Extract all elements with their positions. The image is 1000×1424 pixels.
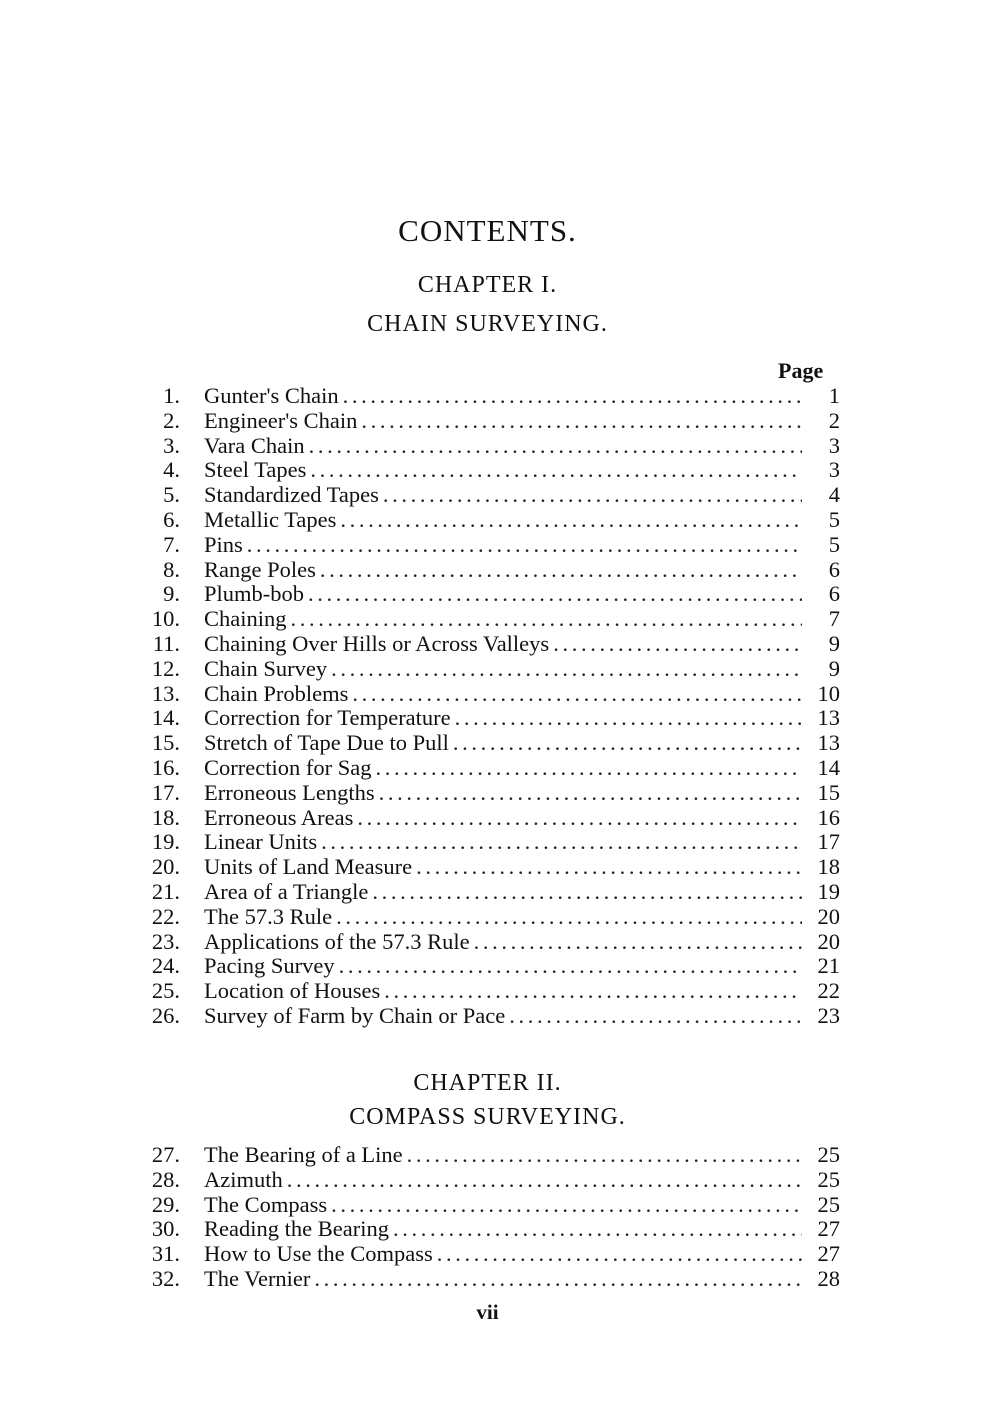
dot-leader <box>314 1267 802 1292</box>
toc-entry-page: 21 <box>817 953 840 979</box>
toc-entry-title: Engineer's Chain <box>204 407 358 433</box>
toc-entry-page: 25 <box>817 1166 840 1192</box>
toc-entry <box>140 855 840 880</box>
dot-leader <box>416 855 802 880</box>
toc-entry-page: 9 <box>828 630 840 656</box>
toc-entry <box>140 1168 840 1193</box>
toc-entry-number: 13. <box>151 680 180 706</box>
dot-leader <box>361 409 802 434</box>
dot-leader <box>437 1242 802 1267</box>
toc-entry-page: 25 <box>817 1142 840 1167</box>
toc-entry-title: Gunter's Chain <box>204 383 339 408</box>
toc-entry-page: 6 <box>828 556 840 582</box>
toc-entry <box>140 558 840 583</box>
toc-entry <box>140 458 840 483</box>
dot-leader <box>393 1217 802 1242</box>
toc-entry-title: Chaining Over Hills or Across Valleys <box>204 630 550 656</box>
toc-entry-title: Azimuth <box>204 1166 283 1192</box>
toc-entry-title: Pacing Survey <box>204 953 335 979</box>
toc-entry-number: 28. <box>151 1166 180 1192</box>
toc-entry <box>140 830 840 855</box>
page-title: CONTENTS. <box>398 213 577 248</box>
toc-entry-number: 12. <box>151 655 180 681</box>
toc-entry <box>140 409 840 434</box>
toc-entry-number: 32. <box>151 1265 180 1291</box>
dot-leader <box>407 1143 802 1168</box>
toc-entry-number: 24. <box>151 953 180 979</box>
toc-entry <box>140 905 840 930</box>
page-column-label: Page <box>778 358 824 383</box>
toc-entry <box>140 384 840 409</box>
toc-entry-number: 5. <box>163 482 180 508</box>
toc-entry-page: 13 <box>817 730 840 756</box>
toc-entry <box>140 607 840 632</box>
toc-entry-number: 23. <box>151 928 180 954</box>
toc-entry <box>140 731 840 756</box>
dot-leader <box>336 905 802 930</box>
toc-entry-page: 27 <box>817 1216 840 1242</box>
chapter-2-name: COMPASS SURVEYING. <box>349 1104 626 1130</box>
toc-entry-number: 18. <box>151 804 180 830</box>
toc-entry-page: 5 <box>828 506 840 532</box>
toc-entry <box>140 1193 840 1218</box>
toc-entry-title: Correction for Temperature <box>204 705 451 731</box>
dot-leader <box>309 434 802 459</box>
toc-entry-title: Erroneous Areas <box>204 804 354 830</box>
toc-entry <box>140 508 840 533</box>
toc-entry-number: 25. <box>151 978 180 1004</box>
toc-entry-page: 3 <box>828 457 840 483</box>
toc-entry-title: Survey of Farm by Chain or Pace <box>204 1002 506 1028</box>
toc-entry <box>140 756 840 781</box>
toc-entry <box>140 1217 840 1242</box>
toc-entry-number: 17. <box>151 779 180 805</box>
toc-entry-page: 27 <box>817 1241 840 1267</box>
toc-entry-page: 17 <box>817 829 840 855</box>
dot-leader <box>331 1193 802 1218</box>
toc-entry-number: 31. <box>151 1241 180 1267</box>
chapter-1-name: CHAIN SURVEYING. <box>367 311 608 337</box>
toc-entry-number: 2. <box>163 407 180 433</box>
dot-leader <box>453 731 802 756</box>
toc-entry-page: 16 <box>817 804 840 830</box>
toc-entry-title: Metallic Tapes <box>204 506 337 532</box>
dot-leader <box>474 930 802 955</box>
chapter-1-heading: CHAPTER I. <box>417 272 558 298</box>
toc-entry <box>140 682 840 707</box>
dot-leader <box>320 558 802 583</box>
page-number: vii <box>476 1300 499 1324</box>
toc-entry-title: The 57.3 Rule <box>204 903 333 929</box>
toc-entry-number: 20. <box>151 854 180 880</box>
toc-entry-number: 14. <box>151 705 180 731</box>
toc-entry-number: 21. <box>151 878 180 904</box>
toc-entry-page: 9 <box>828 655 840 681</box>
toc-entry-number: 1. <box>163 383 180 408</box>
toc-entry-page: 22 <box>817 978 840 1004</box>
toc-entry-number: 4. <box>163 457 180 483</box>
toc-entry <box>140 880 840 905</box>
toc-entry-page: 25 <box>817 1191 840 1217</box>
toc-entry-number: 9. <box>163 581 180 607</box>
toc-entry-title: Vara Chain <box>204 432 305 458</box>
toc-entry-page: 10 <box>817 680 840 706</box>
toc-entry-title: The Compass <box>204 1191 328 1217</box>
toc-entry-title: Area of a Triangle <box>204 878 369 904</box>
toc-entry-number: 26. <box>151 1002 180 1028</box>
toc-entry-number: 30. <box>151 1216 180 1242</box>
toc-entry-title: Chaining <box>204 606 287 632</box>
toc-entry-title: Linear Units <box>204 829 318 855</box>
toc-entry-title: Standardized Tapes <box>204 482 379 508</box>
toc-entry-number: 10. <box>151 606 180 632</box>
toc-entry-number: 22. <box>151 903 180 929</box>
toc-entry-title: Pins <box>204 531 243 557</box>
toc-entry-page: 14 <box>817 754 840 780</box>
toc-entry-title: Erroneous Lengths <box>204 779 375 805</box>
toc-entry-page: 28 <box>817 1265 840 1291</box>
toc-entry <box>140 483 840 508</box>
toc-entry-number: 27. <box>151 1142 180 1167</box>
toc-entry <box>140 930 840 955</box>
toc-entry-number: 15. <box>151 730 180 756</box>
toc-entry <box>140 1242 840 1267</box>
toc-entry-number: 16. <box>151 754 180 780</box>
dot-leader <box>247 533 802 558</box>
toc-entry-page: 18 <box>817 854 840 880</box>
toc-entry-page: 7 <box>828 606 840 632</box>
toc-entry-title: Reading the Bearing <box>204 1216 389 1242</box>
toc-entry <box>140 632 840 657</box>
toc-entry-number: 19. <box>151 829 180 855</box>
toc-entry-title: Applications of the 57.3 Rule <box>204 928 470 954</box>
toc-entry <box>140 781 840 806</box>
toc-entry <box>140 979 840 1004</box>
toc-entry-page: 4 <box>828 482 840 508</box>
dot-leader <box>339 954 802 979</box>
toc-entry-page: 20 <box>817 903 840 929</box>
toc-entry-number: 11. <box>152 630 180 656</box>
toc-entry-title: How to Use the Compass <box>204 1241 433 1267</box>
toc-entry-title: Steel Tapes <box>204 457 307 483</box>
toc-entry-title: Stretch of Tape Due to Pull <box>204 730 449 756</box>
toc-entry-page: 3 <box>828 432 840 458</box>
dot-leader <box>340 508 802 533</box>
dot-leader <box>352 682 802 707</box>
toc-entry <box>140 806 840 831</box>
toc-entry <box>140 533 840 558</box>
toc-entry-title: Chain Problems <box>204 680 349 706</box>
toc-entry-title: Plumb-bob <box>204 581 305 607</box>
chapter-2-entries <box>140 1143 840 1292</box>
toc-entry-page: 5 <box>828 531 840 557</box>
dot-leader <box>455 706 802 731</box>
toc-entry <box>140 1143 840 1168</box>
toc-entry-title: Location of Houses <box>204 978 381 1004</box>
toc-entry-page: 19 <box>817 878 840 904</box>
toc-entry <box>140 434 840 459</box>
dot-leader <box>384 979 802 1004</box>
chapter-2-heading: CHAPTER II. <box>413 1070 562 1096</box>
toc-entry-number: 6. <box>163 506 180 532</box>
dot-leader <box>379 781 802 806</box>
toc-entry-title: Correction for Sag <box>204 754 372 780</box>
dot-leader <box>308 582 802 607</box>
toc-entry-page: 1 <box>828 383 840 408</box>
toc-entry-title: The Bearing of a Line <box>204 1142 403 1167</box>
toc-entry-title: Units of Land Measure <box>204 854 413 880</box>
toc-entry <box>140 657 840 682</box>
dot-leader <box>291 607 803 632</box>
chapter-1-entries <box>140 384 840 1029</box>
toc-entry-number: 3. <box>163 432 180 458</box>
toc-entry-page: 20 <box>817 928 840 954</box>
toc-entry <box>140 1267 840 1292</box>
dot-leader <box>375 756 802 781</box>
toc-entry-page: 2 <box>828 407 840 433</box>
dot-leader <box>310 458 802 483</box>
toc-entry-title: Chain Survey <box>204 655 328 681</box>
toc-entry <box>140 954 840 979</box>
toc-entry-page: 23 <box>817 1002 840 1028</box>
toc-entry-page: 13 <box>817 705 840 731</box>
dot-leader <box>357 806 802 831</box>
toc-entry <box>140 582 840 607</box>
dot-leader <box>372 880 802 905</box>
toc-entry-title: The Vernier <box>204 1265 311 1291</box>
toc-entry-number: 29. <box>151 1191 180 1217</box>
toc-entry-page: 6 <box>828 581 840 607</box>
dot-leader <box>509 1004 802 1029</box>
toc-entry <box>140 1004 840 1029</box>
dot-leader <box>321 830 802 855</box>
dot-leader <box>383 483 802 508</box>
toc-entry <box>140 706 840 731</box>
dot-leader <box>331 657 802 682</box>
dot-leader <box>343 384 802 409</box>
toc-entry-title: Range Poles <box>204 556 316 582</box>
toc-entry-page: 15 <box>817 779 840 805</box>
dot-leader <box>287 1168 802 1193</box>
toc-entry-number: 7. <box>163 531 180 557</box>
dot-leader <box>553 632 802 657</box>
toc-entry-number: 8. <box>163 556 180 582</box>
